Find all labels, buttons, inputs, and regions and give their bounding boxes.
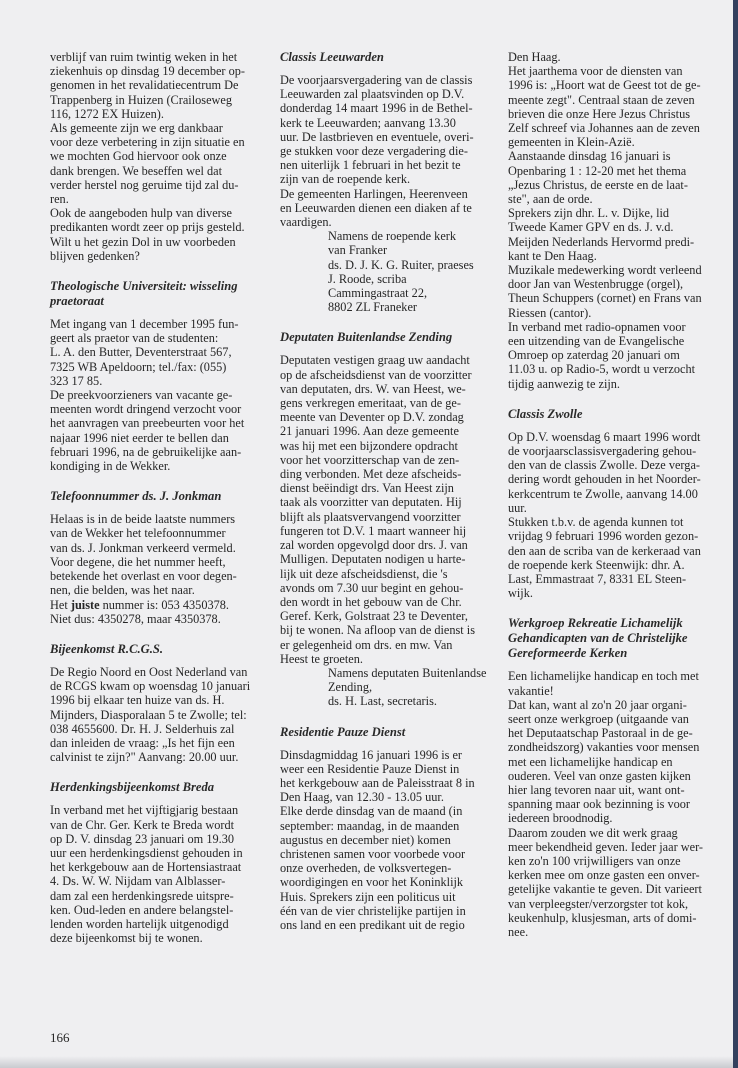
article-werkgroep-rekreatie: Een lichamelijke handicap en toch met vakantie! Dat kan, want al zo'n 20 jaar organi- seert onze werkgroep (uitgaande van het Deputaatschap Pastoraal in de ge- zondheidszorg) vakanties voor mensen met een lichamelijke handicap en ouderen. Veel van onze gasten kijken hier lang tevoren naar uit, want ont- spanning maar ook bezinning is voor iedereen broodnodig. Daarom zouden we dit werk graag meer bekendheid geven. Ieder jaar wer- ken zo'n 100 vrijwilligers van onze kerken mee om onze gasten een onver- getelijke vakantie te geven. Dit varieert van verpleegster/verzorgster tot kok, keukenhulp, klusjesman, arts of domi- nee. [508,669,704,939]
page-number: 166 [50,1030,70,1045]
article-residentie-pauze-dienst: Dinsdagmiddag 16 januari 1996 is er weer een Residentie Pauze Dienst in het kerkgebouw aan de Paleisstraat 8 in Den Haag, van 12.30 - 13.05 uur. Elke derde dinsdag van de maand (in september: maandag, in de maanden augustus en december niet) komen christenen samen voor voorbede voor onze overheden, de volksvertegen- woordigingen en voor het Koninklijk Huis. Sprekers zijn een politicus uit één van de vier christelijke partijen in ons land en een predikant uit de regio [280,747,475,932]
article-residentie-continuation: Den Haag. Het jaarthema voor de diensten van 1996 is: „Hoort wat de Geest tot de ge- meente zegt". Centraal staan de zeven brieven die onze Here Jezus Christus Zelf schreef via Johannes aan de zeven gemeenten in Klein-Azië. Aanstaande dinsdag 16 januari is Openbaring 1 : 12-20 met het thema „Jezus Christus, de eerste en de laat- ste", aan de orde. Sprekers zijn dhr. L. v. Dijke, lid Tweede Kamer GPV en ds. J. v.d. Meijden Nederlands Hervormd predi- kant te Den Haag. Muzikale medewerking wordt verleend door Jan van Westenbrugge (orgel), Theun Schuppers (cornet) en Frans van Riessen (cantor). In verband met radio-opnamen voor een uitzending van de Evangelische Omroep op zaterdag 20 januari om 11.03 u. op Radio-5, wordt u verzocht tijdig aanwezig te zijn. [508,50,702,391]
page-edge-right [733,0,738,1068]
article-telefoonnummer: Helaas is in de beide laatste nummers van de Wekker het telefoonnummer van ds. J. Jonkman verkeerd vermeld. Voor degene, die het nummer heeft, betekende het overlast en voor degen- nen, die belden, was het naar. Het juiste nummer is: 053 4350378. Niet dus: 4350278, maar 4350378. [50,512,237,626]
column-3 [508,50,722,939]
emphasis-juiste: juiste [70,597,100,612]
heading-classis-zwolle: Classis Zwolle [508,406,583,421]
page-edge-bottom [0,1056,733,1068]
signature-classis-leeuwarden: Namens de roepende kerk van Franker ds. D. J. K. G. Ruiter, praeses J. Roode, scriba Cammingastraat 22, 8802 ZL Franeker [328,229,474,315]
article-theologische-universiteit: Met ingang van 1 december 1995 fun- geert als praetor van de studenten: L. A. den Butter, Deventerstraat 567, 7325 WB Apeldoorn; tel./fax: (055) 323 17 85. De preekvoorzieners van vacante ge- meenten wordt dringend verzocht voor het aanvragen van preebeurten voor het najaar 1996 niet eerder te bellen dan februari 1996, na de gebruikelijke aan- kondiging in de Wekker. [50,317,245,474]
heading-residentie-pauze-dienst: Residentie Pauze Dienst [280,724,406,739]
heading-theologische-universiteit: Theologische Universiteit: wisseling praetoraat [50,279,238,309]
article-deputaten-zending: Deputaten vestigen graag uw aandacht op de afscheidsdienst van de voorzitter van deputaten, drs. W. van Heest, we- gens verkregen emeritaat, van de ge- meente van Deventer op D.V. zondag 21 januari 1996. Aan deze gemeente was hij met een bijzondere opdracht voor het voorzitterschap van de zen- ding verbonden. Met deze afscheids- dienst beëindigt drs. Van Heest zijn taak als voorzitter van deputaten. Hij blijft als plaatsvervangend voorzitter fungeren tot D.V. 1 maart wanneer hij zal worden opgevolgd door drs. J. van Mulligen. Deputaten nodigen u harte- lijk uit deze afscheidsdienst, die 's avonds om 7.30 uur begint en gehou- den wordt in het gebouw van de Chr. Geref. Kerk, Golstraat 23 te Deventer, bij te wonen. Na afloop van de dienst is er gelegenheid om drs. en mw. Van Heest te groeten. [280,353,475,666]
heading-werkgroep-rekreatie: Werkgroep Rekreatie Lichamelijk Gehandicapten van de Christelijke Gereformeerde Kerken [508,616,688,661]
heading-telefoonnummer: Telefoonnummer ds. J. Jonkman [50,489,222,504]
heading-herdenkingsbijeenkomst-breda: Herdenkingsbijeenkomst Breda [50,780,215,795]
article-continuation: verblijf van ruim twintig weken in het ziekenhuis op dinsdag 19 december op- genomen in het revalidatiecentrum De Trappenberg in Huizen (Crailoseweg 116, 1272 EX Huizen). Als gemeente zijn we erg dankbaar voor deze verbetering in zijn situatie en we mochten God hiervoor ook onze dank brengen. We beseffen wel dat verder herstel nog geruime tijd zal du- ren. Ook de aangeboden hulp van diverse predikanten wordt zeer op prijs gesteld. Wilt u het gezin Dol in uw voorbeden blijven gedenken? [50,50,245,263]
column-2 [280,50,496,932]
article-classis-leeuwarden: De voorjaarsvergadering van de classis Leeuwarden zal plaatsvinden op D.V. donderdag 14 maart 1996 in de Bethel- kerk te Leeuwarden; aanvang 13.30 uur. De lastbrieven en eventuele, overi- ge stukken voor deze vergadering die- nen uiterlijk 1 februari in het bezit te zijn van de roepende kerk. De gemeenten Harlingen, Heerenveen en Leeuwarden dienen een diaken af te vaardigen. [280,73,474,230]
article-herdenkingsbijeenkomst-breda: In verband met het vijftigjarig bestaan van de Chr. Ger. Kerk te Breda wordt op D. V. dinsdag 23 januari om 19.30 uur een herdenkingsdienst gehouden in het kerkgebouw aan de Hortensiastraat 4. Ds. W. W. Nijdam van Alblasser- dam zal een herdenkingsrede uitspre- ken. Oud-leden en andere belangstel- lenden worden hartelijk uitgenodigd deze bijeenkomst bij te wonen. [50,803,243,946]
signature-deputaten-zending: Namens deputaten Buitenlandse Zending, ds. H. Last, secretaris. [328,665,487,709]
heading-bijeenkomst-rcgs: Bijeenkomst R.C.G.S. [50,641,164,656]
heading-classis-leeuwarden: Classis Leeuwarden [280,50,384,64]
article-bijeenkomst-rcgs: De Regio Noord en Oost Nederland van de RCGS kwam op woensdag 10 januari 1996 bij elkaar ten huize van ds. H. Mijnders, Diasporalaan 5 te Zwolle; tel: 038 4655600. Dr. H. J. Selderhuis zal dan inleiden de vraag: „Is het fijn een calvinist te zijn?" Aanvang: 20.00 uur. [50,664,251,765]
article-classis-zwolle: Op D.V. woensdag 6 maart 1996 wordt de voorjaarsclassisvergadering gehou- den van de classis Zwolle. Deze verga- dering wordt gehouden in het Noorder- kerkcentrum te Zwolle, aanvang 14.00 uur. Stukken t.b.v. de agenda kunnen tot vrijdag 9 februari 1996 worden gezon- den aan de scriba van de kerkeraad van de roepende kerk Steenwijk: dhr. A. Last, Emmastraat 7, 8331 EL Steen- wijk. [508,429,701,601]
column-1 [50,50,268,945]
heading-deputaten-zending: Deputaten Buitenlandse Zending [280,330,453,345]
